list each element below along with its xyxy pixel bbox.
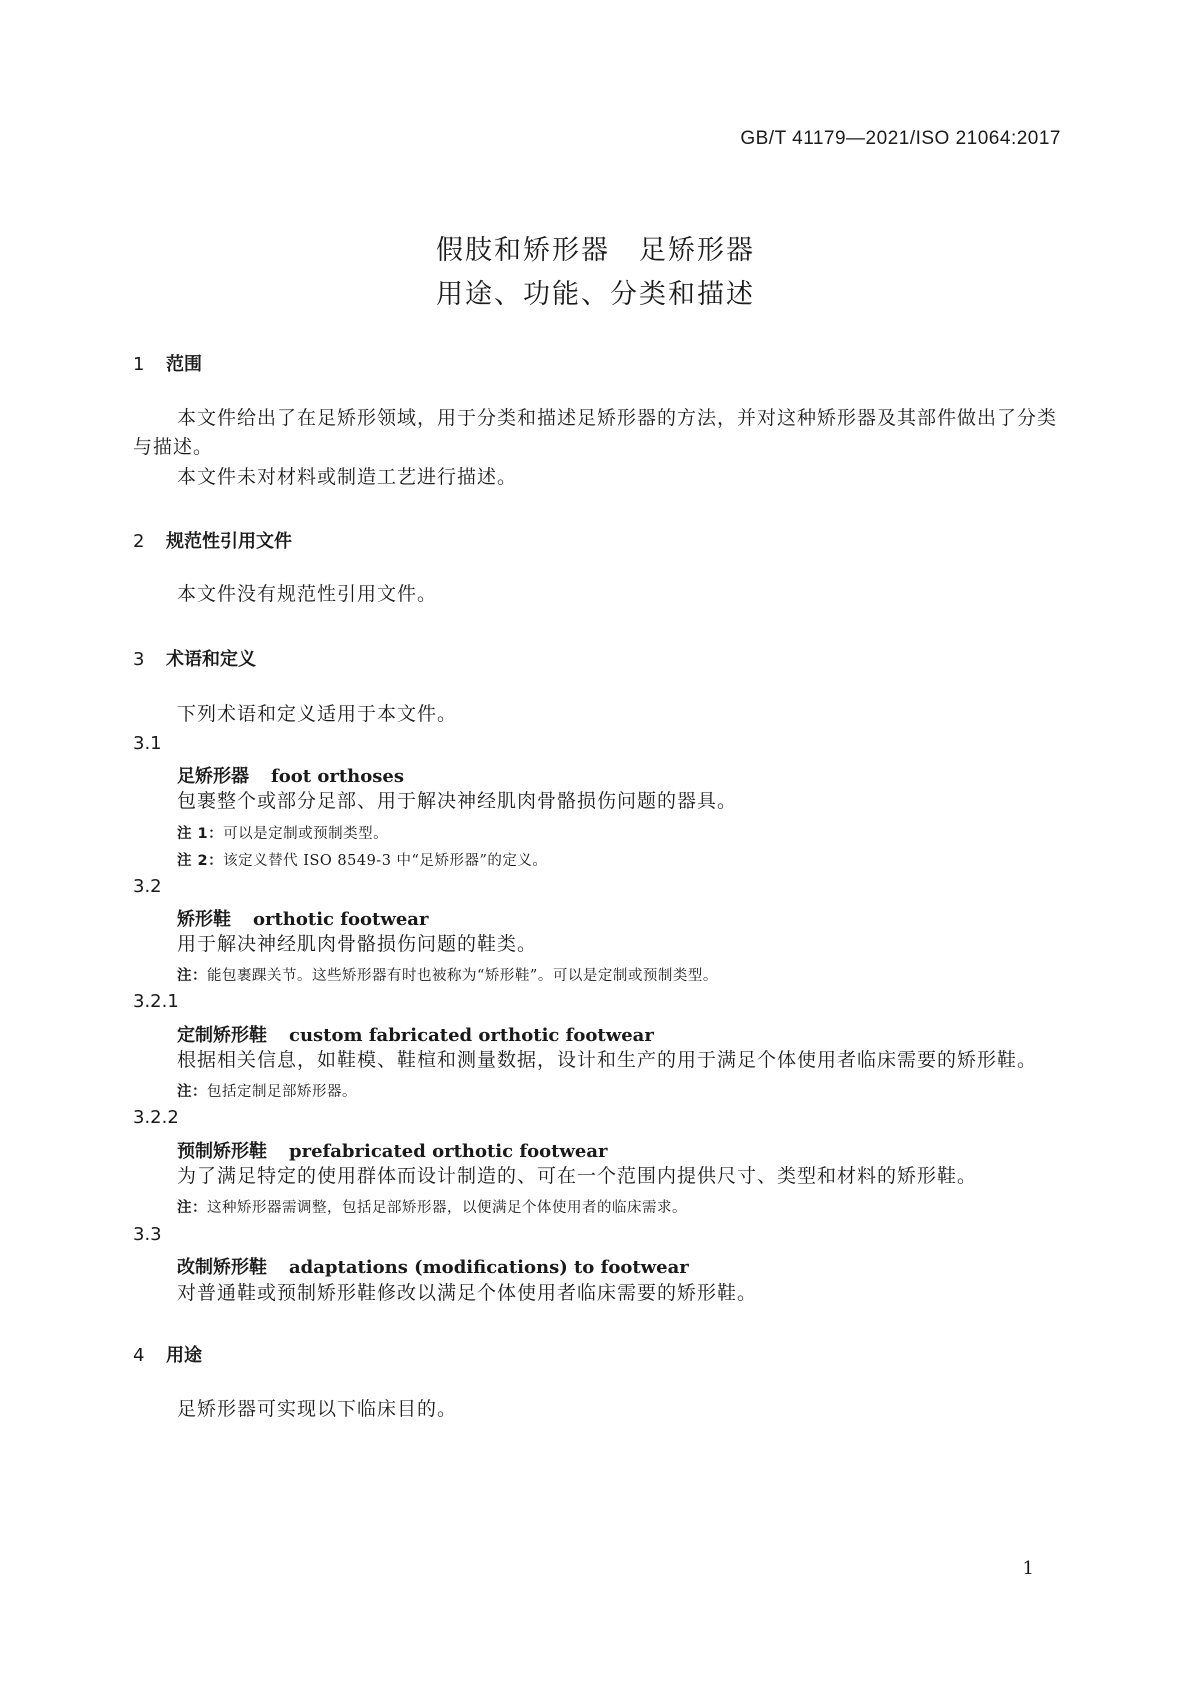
term-note [177, 849, 547, 870]
clause-number: 3.2 [133, 876, 162, 897]
term-zh: 足矫形器 [177, 766, 249, 787]
document-title-line1: 假肢和矫形器 足矫形器 [436, 235, 755, 266]
term-note [177, 1196, 687, 1217]
note-text: 包括定制足部矫形器。 [207, 1084, 357, 1100]
section-title: 规范性引用文件 [166, 531, 292, 552]
section-4-paragraph-1: 足矫形器可实现以下临床目的。 [177, 1398, 458, 1420]
section-title: 用途 [166, 1345, 202, 1366]
clause-number: 3.2.2 [133, 1107, 179, 1128]
term-note [177, 964, 718, 985]
term-zh: 矫形鞋 [177, 909, 231, 930]
page-number: 1 [1022, 1558, 1034, 1579]
note-label: 注 1： [177, 826, 224, 842]
term-en: adaptations (modifications) to footwear [289, 1257, 689, 1278]
section-number: 1 [133, 354, 145, 375]
section-number: 4 [133, 1345, 145, 1366]
document-title-line2: 用途、功能、分类和描述 [436, 279, 755, 310]
section-1-heading [133, 350, 202, 376]
clause-number: 3.1 [133, 733, 162, 754]
section-3-intro: 下列术语和定义适用于本文件。 [177, 703, 458, 725]
term-definition: 包裹整个或部分足部、用于解决神经肌肉骨骼损伤问题的器具。 [177, 790, 738, 812]
term-en: foot orthoses [271, 766, 404, 787]
section-number: 3 [133, 649, 145, 670]
section-1-paragraph-2: 本文件未对材料或制造工艺进行描述。 [177, 466, 518, 488]
note-label: 注： [177, 1200, 207, 1216]
term-note [177, 822, 388, 843]
section-1-paragraph-1: 本文件给出了在足矫形领域，用于分类和描述足矫形器的方法，并对这种矫形器及其部件做出了分类与描述。 [133, 407, 1058, 458]
clause-number: 3.2.1 [133, 991, 179, 1012]
section-2-heading [133, 527, 292, 553]
term-zh: 定制矫形鞋 [177, 1025, 267, 1046]
note-text: 这种矫形器需调整，包括足部矫形器，以便满足个体使用者的临床需求。 [207, 1200, 687, 1216]
standard-code: GB/T 41179—2021/ISO 21064:2017 [740, 128, 1061, 149]
clause-number: 3.3 [133, 1224, 162, 1245]
note-label: 注： [177, 968, 207, 984]
section-4-heading [133, 1341, 202, 1367]
section-number: 2 [133, 531, 145, 552]
section-3-heading [133, 645, 256, 671]
term-definition: 对普通鞋或预制矫形鞋修改以满足个体使用者临床需要的矫形鞋。 [177, 1282, 758, 1304]
term-entry [177, 1137, 608, 1163]
term-zh: 改制矫形鞋 [177, 1257, 267, 1278]
term-entry [177, 1021, 654, 1047]
term-zh: 预制矫形鞋 [177, 1141, 267, 1162]
note-text: 该定义替代 ISO 8549-3 中“足矫形器”的定义。 [223, 853, 548, 869]
note-label: 注 2： [177, 853, 224, 869]
term-entry [177, 905, 428, 931]
term-entry [177, 762, 404, 788]
section-title: 术语和定义 [166, 649, 256, 670]
term-en: custom fabricated orthotic footwear [289, 1025, 654, 1046]
section-2-paragraph-1: 本文件没有规范性引用文件。 [177, 583, 438, 605]
term-definition: 用于解决神经肌肉骨骼损伤问题的鞋类。 [177, 933, 538, 955]
term-en: prefabricated orthotic footwear [289, 1141, 608, 1162]
term-definition: 根据相关信息，如鞋模、鞋楦和测量数据，设计和生产的用于满足个体使用者临床需要的矫形鞋。 [177, 1049, 1038, 1071]
term-entry [177, 1253, 689, 1279]
section-title: 范围 [166, 354, 202, 375]
term-note [177, 1080, 357, 1101]
term-definition: 为了满足特定的使用群体而设计制造的、可在一个范围内提供尺寸、类型和材料的矫形鞋。 [177, 1165, 978, 1187]
term-en: orthotic footwear [253, 909, 429, 930]
note-label: 注： [177, 1084, 207, 1100]
note-text: 可以是定制或预制类型。 [223, 826, 389, 842]
note-text: 能包裹踝关节。这些矫形器有时也被称为“矫形鞋”。可以是定制或预制类型。 [207, 968, 718, 984]
